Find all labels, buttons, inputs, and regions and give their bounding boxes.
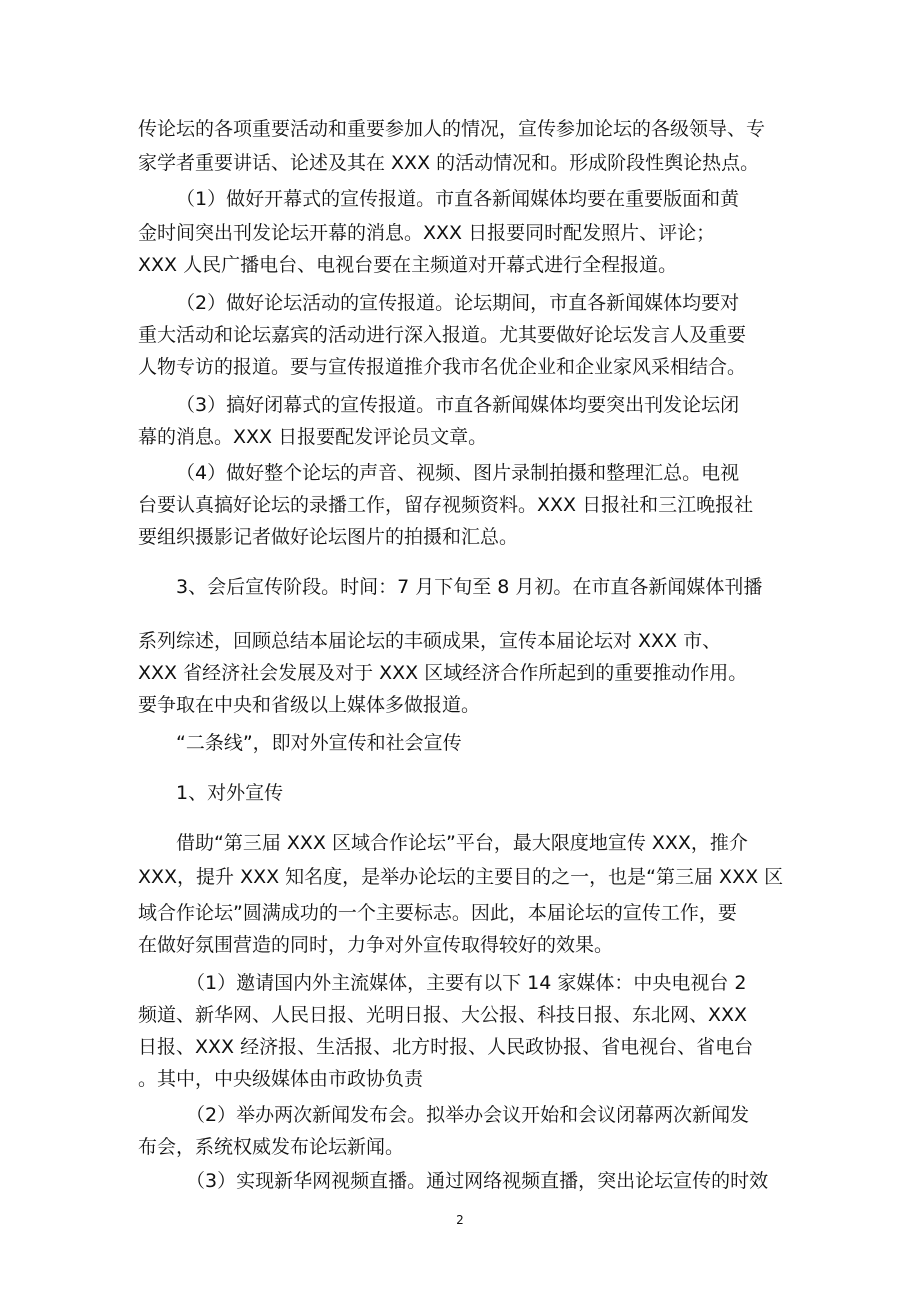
text-line: 借助“第三届 XXX 区域合作论坛”平台，最大限度地宣传 XXX，推介 (176, 832, 748, 854)
text-line: XXX 人民广播电台、电视台要在主频道对开幕式进行全程报道。 (138, 254, 678, 276)
text-line: 人物专访的报道。要与宣传报道推介我市名优企业和企业家风采相结合。 (138, 356, 747, 378)
text-line: 台要认真搞好论坛的录播工作，留存视频资料。XXX 日报社和三江晚报社 (138, 494, 754, 516)
text-line: 在做好氛围营造的同时，力争对外宣传取得较好的效果。 (138, 934, 614, 956)
text-line: 家学者重要讲话、论述及其在 XXX 的活动情况和。形成阶段性舆论热点。 (138, 152, 760, 174)
text-line: （2）做好论坛活动的宣传报道。论坛期间，市直各新闻媒体均要对 (176, 292, 740, 314)
text-line: “二条线”，即对外宣传和社会宣传 (176, 732, 462, 754)
text-line: 系列综述，回顾总结本届论坛的丰硕成果，宣传本届论坛对 XXX 市、 (138, 630, 722, 652)
text-line: 金时间突出刊发论坛开幕的消息。XXX 日报要同时配发照片、评论； (138, 222, 716, 244)
text-line: XXX，提升 XXX 知名度，是举办论坛的主要目的之一，也是“第三届 XXX 区 (138, 866, 784, 888)
text-line: 3、会后宣传阶段。时间：7 月下旬至 8 月初。在市直各新闻媒体刊播 (176, 576, 763, 598)
text-line: 要组织摄影记者做好论坛图片的拍摄和汇总。 (138, 526, 519, 548)
text-line: XXX 省经济社会发展及对于 XXX 区域经济合作所起到的重要推动作用。 (138, 662, 748, 684)
page-number: 2 (456, 1213, 464, 1227)
text-line: 要争取在中央和省级以上媒体多做报道。 (138, 694, 481, 716)
text-line: 重大活动和论坛嘉宾的活动进行深入报道。尤其要做好论坛发言人及重要 (138, 324, 747, 346)
text-line: 域合作论坛”圆满成功的一个主要标志。因此，本届论坛的宣传工作，要 (138, 902, 737, 924)
text-line: 幕的消息。XXX 日报要配发评论员文章。 (138, 426, 488, 448)
text-line: 日报、XXX 经济报、生活报、北方时报、人民政协报、省电视台、省电台 (138, 1036, 754, 1058)
text-line: （3）实现新华网视频直播。通过网络视频直播，突出论坛宣传的时效 (186, 1170, 769, 1192)
text-line: 频道、新华网、人民日报、光明日报、大公报、科技日报、东北网、XXX (138, 1004, 748, 1026)
text-line: 1、对外宣传 (176, 782, 284, 804)
text-line: （3）搞好闭幕式的宣传报道。市直各新闻媒体均要突出刊发论坛闭 (176, 394, 740, 416)
text-line: （2）举办两次新闻发布会。拟举办会议开始和会议闭幕两次新闻发 (186, 1104, 750, 1126)
text-line: （1）做好开幕式的宣传报道。市直各新闻媒体均要在重要版面和黄 (176, 188, 740, 210)
text-line: 传论坛的各项重要活动和重要参加人的情况，宣传参加论坛的各级领导、专 (138, 118, 766, 140)
text-line: （1）邀请国内外主流媒体，主要有以下 14 家媒体：中央电视台 2 (186, 972, 747, 994)
text-line: 。其中，中央级媒体由市政协负责 (138, 1068, 424, 1090)
text-line: （4）做好整个论坛的声音、视频、图片录制拍摄和整理汇总。电视 (176, 462, 740, 484)
text-line: 布会，系统权威发布论坛新闻。 (138, 1136, 405, 1158)
